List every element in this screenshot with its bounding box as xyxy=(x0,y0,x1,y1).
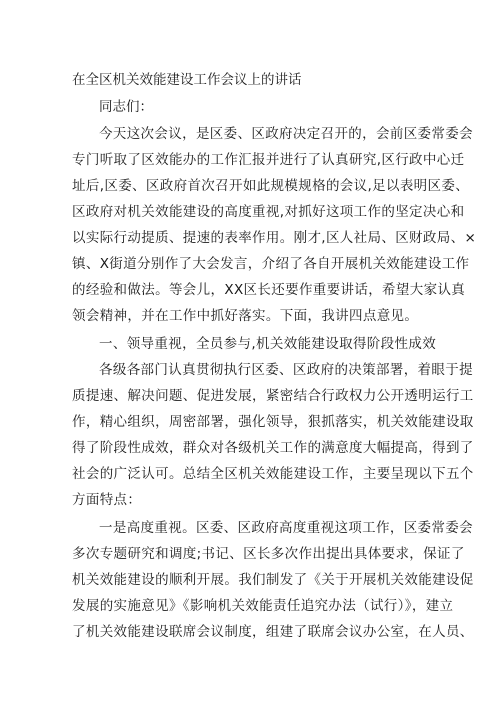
paragraph-line: 以实际行动提质、提速的表率作用。刚才,区人社局、区财政局、× xyxy=(72,230,477,246)
paragraph-line: 机关效能建设的顺利开展。我们制发了《关于开展机关效能建设促 xyxy=(72,572,474,588)
paragraph-line: 的经验和做法。等会儿，XX区长还要作重要讲话，希望大家认真 xyxy=(72,282,466,298)
paragraph-line: 专门听取了区效能办的工作汇报并进行了认真研究,区行政中心迁 xyxy=(72,152,465,168)
paragraph-line: 得了阶段性成效，群众对各级机关工作的满意度大幅提高，得到了 xyxy=(72,440,474,456)
paragraph-line: 领会精神，并在工作中抓好落实。下面，我讲四点意见。 xyxy=(72,308,419,324)
document-title: 在全区机关效能建设工作会议上的讲话 xyxy=(72,72,302,88)
paragraph-line: 今天这次会议，是区委、区政府决定召开的，会前区委常委会 xyxy=(99,126,473,142)
section-heading: 一、领导重视，全员参与,机关效能建设取得阶段性成效 xyxy=(99,336,437,352)
paragraph-line: 址后,区委、区政府首次召开如此规模规格的会议,足以表明区委、 xyxy=(72,178,470,194)
paragraph-line: 作，精心组织，周密部署，强化领导，狠抓落实，机关效能建设取 xyxy=(72,414,474,430)
paragraph-line: 多次专题研究和调度;书记、区长多次作出提出具体要求，保证了 xyxy=(72,546,465,562)
paragraph-line: 了机关效能建设联席会议制度，组建了联席会议办公室，在人员、 xyxy=(72,624,474,640)
paragraph-line: 社会的广泛认可。总结全区机关效能建设工作，主要呈现以下五个 xyxy=(72,466,474,482)
salutation: 同志们： xyxy=(99,99,153,115)
paragraph-line: 一是高度重视。区委、区政府高度重视这项工作，区委常委会 xyxy=(99,520,473,536)
paragraph-line: 发展的实施意见》《影响机关效能责任追究办法（试行）》，建立 xyxy=(72,598,454,614)
paragraph-line: 质提速、解决问题、促进发展，紧密结合行政权力公开透明运行工 xyxy=(72,388,474,404)
paragraph-line: 区政府对机关效能建设的高度重视,对抓好这项工作的坚定决心和 xyxy=(72,204,465,220)
paragraph-line: 镇、X街道分别作了大会发言，介绍了各自开展机关效能建设工作 xyxy=(72,256,470,272)
paragraph-line: 方面特点： xyxy=(72,492,142,508)
paragraph-line: 各级各部门认真贯彻执行区委、区政府的决策部署，着眼于提 xyxy=(99,362,473,378)
